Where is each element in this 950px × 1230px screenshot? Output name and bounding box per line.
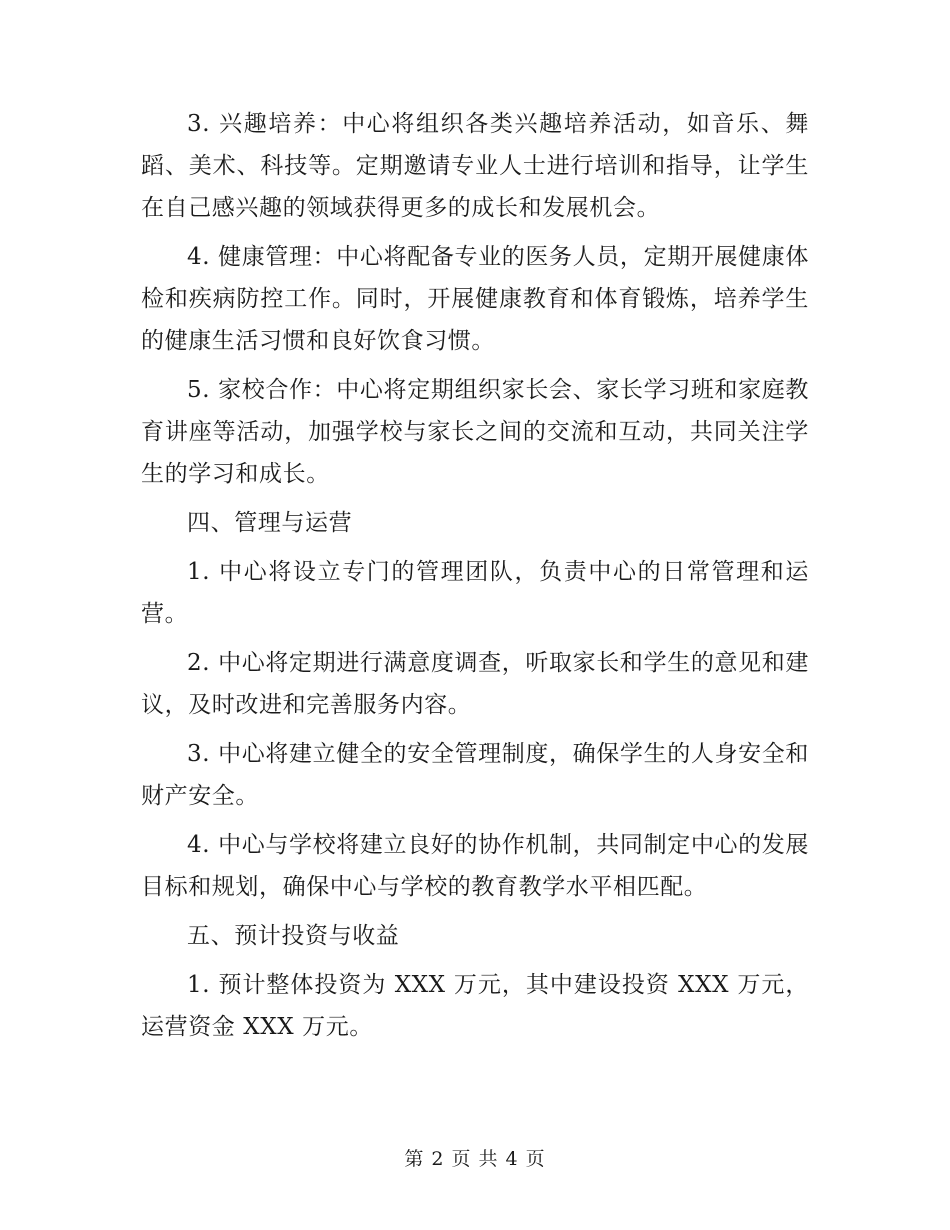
paragraph-investment-1: 1. 预计整体投资为 XXX 万元，其中建设投资 XXX 万元，运营资金 XXX 万元。 (141, 972, 809, 1040)
section-heading-management: 四、管理与运营 (187, 510, 353, 536)
paragraph-health-management: 4. 健康管理：中心将配备专业的医务人员，定期开展健康体检和疾病防控工作。同时，开展健康教育和体育锻炼，培养学生的健康生活习惯和良好饮食习惯。 (141, 244, 809, 354)
paragraph-management-1: 1. 中心将设立专门的管理团队，负责中心的日常管理和运营。 (141, 559, 809, 627)
paragraph-interest-cultivation: 3. 兴趣培养：中心将组织各类兴趣培养活动，如音乐、舞蹈、美术、科技等。定期邀请专业人士进行培训和指导，让学生在自己感兴趣的领域获得更多的成长和发展机会。 (141, 111, 809, 221)
paragraph-management-4: 4. 中心与学校将建立良好的协作机制，共同制定中心的发展目标和规划，确保中心与学校的教育教学水平相匹配。 (141, 832, 809, 900)
section-heading-investment: 五、预计投资与收益 (187, 923, 400, 949)
paragraph-management-2: 2. 中心将定期进行满意度调查，听取家长和学生的意见和建议，及时改进和完善服务内容。 (141, 650, 809, 718)
document-body (141, 103, 809, 1048)
paragraph-management-3: 3. 中心将建立健全的安全管理制度，确保学生的人身安全和财产安全。 (141, 741, 809, 809)
page-number-footer: 第 2 页 共 4 页 (404, 1148, 546, 1170)
paragraph-home-school-cooperation: 5. 家校合作：中心将定期组织家长会、家长学习班和家庭教育讲座等活动，加强学校与家长之间的交流和互动，共同关注学生的学习和成长。 (141, 377, 809, 487)
